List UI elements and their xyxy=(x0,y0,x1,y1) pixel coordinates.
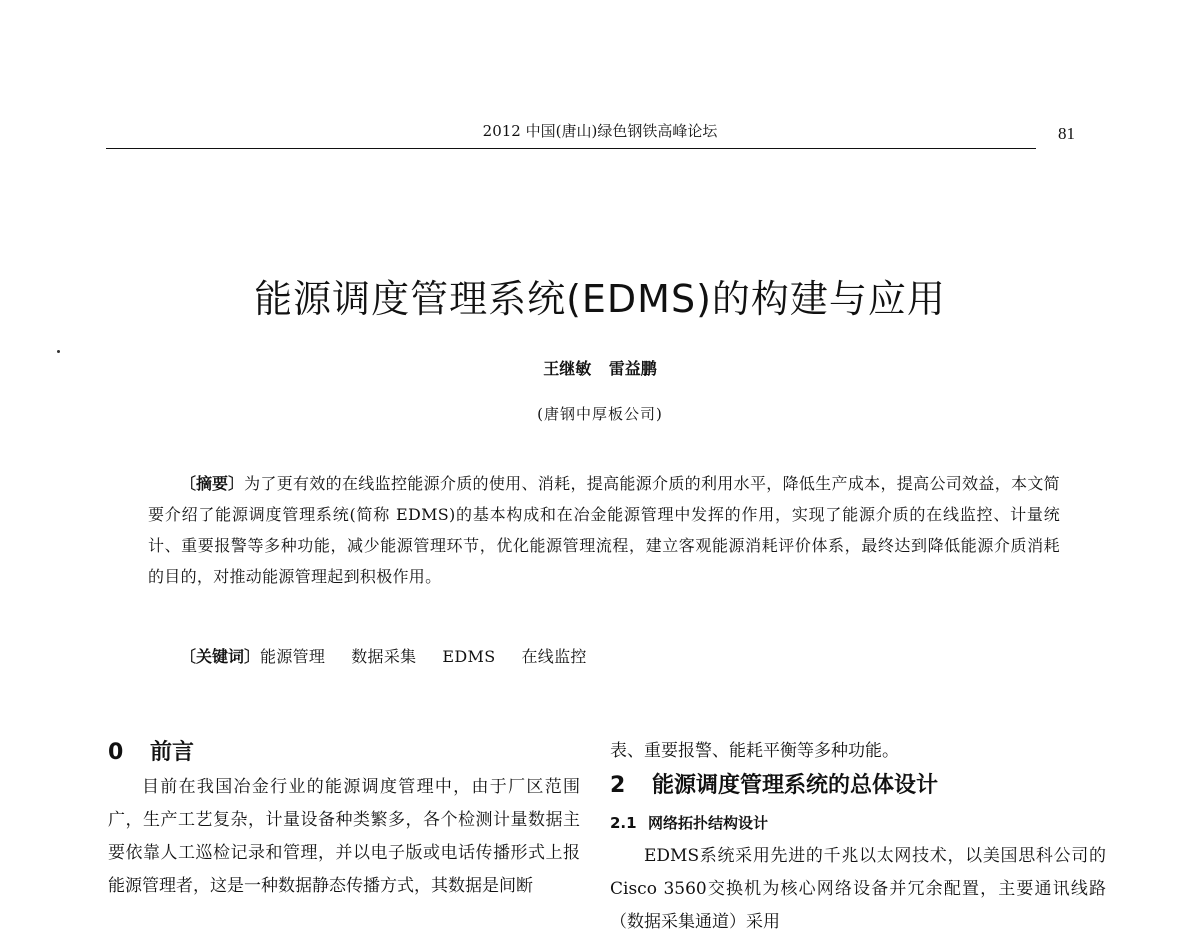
keyword-item: 在线监控 xyxy=(521,647,587,666)
keywords xyxy=(180,644,613,667)
keywords-label: 〔关键词〕 xyxy=(180,647,261,666)
section-number: 2 xyxy=(610,773,626,798)
article-authors: 王继敏 雷益鹏 xyxy=(543,359,657,378)
section-title: 前言 xyxy=(150,740,195,765)
running-head: 2012 中国(唐山)绿色钢铁高峰论坛 xyxy=(482,122,718,140)
keyword-item: 数据采集 xyxy=(351,647,417,666)
subsection-heading xyxy=(610,810,1106,836)
abstract xyxy=(148,468,1060,592)
abstract-text: 为了更有效的在线监控能源介质的使用、消耗，提高能源介质的利用水平，降低生产成本，提高公司效益，本文简要介绍了能源调度管理系统(简称 EDMS)的基本构成和在冶金能源管理中发挥的作用，实现了能源介质的在线监控、计量统计、重要报警等多种功能，减少能源管理环节，优化能源管理流程，建立客观能源消耗评价体系，最终达到降低能源介质消耗的目的，对推动能源管理起到积极作用。 xyxy=(148,474,1060,586)
margin-speck xyxy=(57,350,60,353)
section-title: 能源调度管理系统的总体设计 xyxy=(652,773,939,798)
article-title: 能源调度管理系统(EDMS)的构建与应用 xyxy=(254,277,946,321)
right-column xyxy=(610,735,1106,939)
header-rule xyxy=(106,148,1036,149)
section-heading-design xyxy=(610,768,1106,804)
intro-paragraph: 目前在我国冶金行业的能源调度管理中，由于厂区范围广，生产工艺复杂，计量设备种类繁多，各个检测计量数据主要依靠人工巡检记录和管理，并以电子版或电话传播形式上报能源管理者，这是一种数据静态传播方式，其数据是间断 xyxy=(108,777,580,896)
subsection-title: 网络拓扑结构设计 xyxy=(648,814,769,832)
section-number: 0 xyxy=(108,740,124,765)
page-number: 81 xyxy=(1058,124,1075,143)
continuation-text: 表、重要报警、能耗平衡等多种功能。 xyxy=(610,741,899,761)
network-paragraph: EDMS系统采用先进的千兆以太网技术，以美国思科公司的Cisco 3560交换机为核心网络设备并冗余配置，主要通讯线路（数据采集通道）采用 xyxy=(610,846,1106,932)
keyword-item: 能源管理 xyxy=(260,647,326,666)
left-column xyxy=(108,735,580,903)
subsection-number: 2.1 xyxy=(610,814,637,832)
abstract-label: 〔摘要〕 xyxy=(180,474,245,493)
section-heading-intro xyxy=(108,735,580,771)
keyword-item: EDMS xyxy=(442,647,496,666)
article-affiliation: (唐钢中厚板公司) xyxy=(537,405,663,423)
